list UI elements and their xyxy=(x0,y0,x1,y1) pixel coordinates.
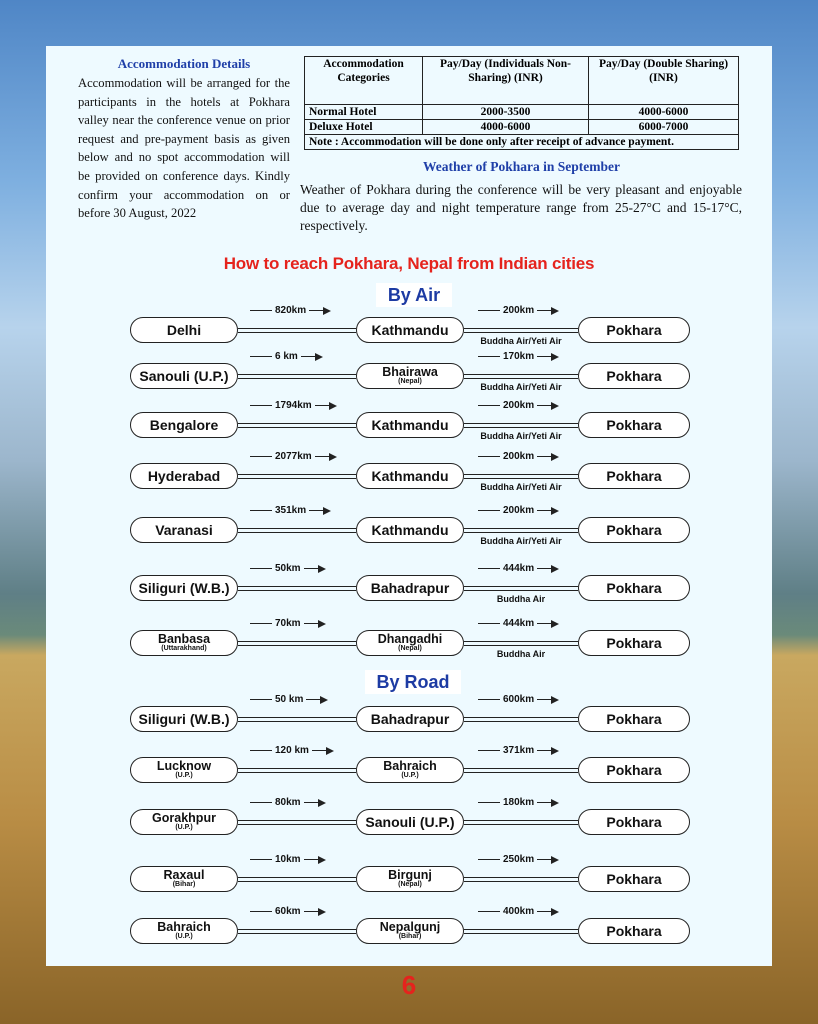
route-row xyxy=(130,351,690,392)
connector-line xyxy=(464,820,578,825)
table-cell: Normal Hotel xyxy=(305,105,423,120)
via-name: Sanouli (U.P.) xyxy=(365,813,455,830)
origin-name: Lucknow xyxy=(156,759,212,773)
route-row xyxy=(130,305,690,346)
via-region: (U.P.) xyxy=(401,772,419,779)
arrow-right-icon xyxy=(551,402,559,410)
distance-leg2 xyxy=(478,351,559,362)
origin-name: Delhi xyxy=(166,321,202,338)
connector-line xyxy=(238,820,356,825)
distance-leg2 xyxy=(478,906,559,917)
distance-leg2 xyxy=(478,745,559,756)
connector-line xyxy=(464,586,578,591)
arrow-right-icon xyxy=(318,856,326,864)
route-row xyxy=(130,563,690,604)
distance-leg1 xyxy=(250,563,326,574)
origin-name: Hyderabad xyxy=(147,467,221,484)
destination-name: Pokhara xyxy=(606,710,662,727)
table-header: Pay/Day (Individuals Non-Sharing) (INR) xyxy=(423,57,589,105)
via-name: Bahadrapur xyxy=(370,579,450,596)
origin-city xyxy=(130,317,238,343)
distance-value: 2077km xyxy=(275,451,312,462)
distance-value: 80km xyxy=(275,797,301,808)
arrow-right-icon xyxy=(329,453,337,461)
page-number: 6 xyxy=(401,970,417,1000)
distance-value: 444km xyxy=(503,618,535,629)
route-row xyxy=(130,505,690,546)
destination-city xyxy=(578,630,690,656)
carrier-label: Buddha Air xyxy=(496,594,546,604)
via-region: (Nepal) xyxy=(398,378,422,385)
origin-city xyxy=(130,463,238,489)
origin-name: Banbasa xyxy=(157,632,211,646)
distance-leg2 xyxy=(478,854,559,865)
arrow-right-icon xyxy=(551,353,559,361)
via-city xyxy=(356,706,464,732)
origin-name: Raxaul xyxy=(163,868,205,882)
distance-value: 200km xyxy=(503,451,535,462)
via-name: Kathmandu xyxy=(371,321,449,338)
carrier-label: Buddha Air xyxy=(496,649,546,659)
connector-line xyxy=(238,641,356,646)
destination-city xyxy=(578,463,690,489)
arrow-right-icon xyxy=(551,856,559,864)
origin-city xyxy=(130,630,238,656)
connector-line xyxy=(238,423,356,428)
via-name: Kathmandu xyxy=(371,521,449,538)
via-city xyxy=(356,463,464,489)
table-note-row xyxy=(305,135,739,150)
destination-city xyxy=(578,809,690,835)
origin-city xyxy=(130,809,238,835)
destination-name: Pokhara xyxy=(606,416,662,433)
origin-name: Sanouli (U.P.) xyxy=(139,367,229,384)
arrow-right-icon xyxy=(551,307,559,315)
distance-leg1 xyxy=(250,451,337,462)
distance-leg2 xyxy=(478,694,559,705)
by-air-label: By Air xyxy=(376,283,452,307)
distance-value: 371km xyxy=(503,745,535,756)
distance-value: 50 km xyxy=(275,694,304,705)
distance-leg2 xyxy=(478,305,559,316)
destination-name: Pokhara xyxy=(606,367,662,384)
origin-city xyxy=(130,918,238,944)
distance-leg2 xyxy=(478,618,559,629)
destination-city xyxy=(578,866,690,892)
connector-line xyxy=(238,528,356,533)
arrow-right-icon xyxy=(315,353,323,361)
via-name: Bhairawa xyxy=(382,365,438,379)
reach-title: How to reach Pokhara, Nepal from Indian cities xyxy=(223,254,595,273)
via-region: (Nepal) xyxy=(398,645,422,652)
connector-line xyxy=(464,717,578,722)
weather-text: Weather of Pokhara during the conference will be very pleasant and enjoyable due to average day and night temperature range from 25-27°C and 15-17°C, respectively. xyxy=(300,182,742,233)
route-row xyxy=(130,451,690,492)
origin-name: Siliguri (W.B.) xyxy=(138,710,230,727)
distance-leg1 xyxy=(250,854,326,865)
distance-leg2 xyxy=(478,400,559,411)
carrier-label: Buddha Air/Yeti Air xyxy=(480,431,562,441)
origin-name: Bengalore xyxy=(149,416,219,433)
via-name: Bahraich xyxy=(383,759,437,773)
distance-value: 6 km xyxy=(275,351,298,362)
via-city xyxy=(356,809,464,835)
route-row xyxy=(130,618,690,659)
origin-region: (U.P.) xyxy=(175,824,193,831)
accommodation-body: Accommodation will be arranged for the participants in the hotels at Pokhara valley near the conference venue on prior request and pre-payment basis as given below and no spot accommodation will be provided on conference days. Kindly confirm your accommodation on or before 30 August, 2022 xyxy=(78,76,290,221)
table-header: Pay/Day (Double Sharing) (INR) xyxy=(589,57,739,105)
distance-value: 600km xyxy=(503,694,535,705)
distance-value: 200km xyxy=(503,505,535,516)
distance-leg1 xyxy=(250,797,326,808)
route-row xyxy=(130,906,690,946)
via-city xyxy=(356,630,464,656)
destination-city xyxy=(578,517,690,543)
via-city xyxy=(356,317,464,343)
connector-line xyxy=(238,717,356,722)
table-cell: 6000-7000 xyxy=(589,120,739,135)
via-name: Nepalgunj xyxy=(379,920,441,934)
route-row xyxy=(130,797,690,837)
via-name: Birgunj xyxy=(388,868,432,882)
table-cell: 2000-3500 xyxy=(423,105,589,120)
connector-line xyxy=(238,474,356,479)
distance-value: 180km xyxy=(503,797,535,808)
connector-line xyxy=(464,929,578,934)
distance-leg2 xyxy=(478,797,559,808)
route-row xyxy=(130,854,690,894)
via-city xyxy=(356,918,464,944)
arrow-right-icon xyxy=(551,747,559,755)
destination-city xyxy=(578,363,690,389)
via-name: Kathmandu xyxy=(371,416,449,433)
origin-city xyxy=(130,412,238,438)
distance-leg1 xyxy=(250,694,328,705)
connector-line xyxy=(464,474,578,479)
destination-name: Pokhara xyxy=(606,870,662,887)
connector-line xyxy=(238,768,356,773)
arrow-right-icon xyxy=(551,696,559,704)
distance-value: 400km xyxy=(503,906,535,917)
table-header: Accommodation Categories xyxy=(305,57,423,105)
via-city xyxy=(356,363,464,389)
connector-line xyxy=(238,877,356,882)
destination-city xyxy=(578,918,690,944)
via-name: Bahadrapur xyxy=(370,710,450,727)
distance-leg1 xyxy=(250,745,334,756)
origin-name: Varanasi xyxy=(155,521,213,538)
via-city xyxy=(356,757,464,783)
distance-value: 250km xyxy=(503,854,535,865)
table-header-row xyxy=(305,57,739,105)
arrow-right-icon xyxy=(329,402,337,410)
distance-value: 50km xyxy=(275,563,301,574)
distance-leg1 xyxy=(250,618,326,629)
accommodation-section xyxy=(78,56,290,223)
arrow-right-icon xyxy=(551,507,559,515)
arrow-right-icon xyxy=(318,620,326,628)
distance-value: 820km xyxy=(275,305,307,316)
route-row xyxy=(130,694,690,734)
distance-leg1 xyxy=(250,906,326,917)
table-note: Note : Accommodation will be done only after receipt of advance payment. xyxy=(305,135,739,150)
via-city xyxy=(356,412,464,438)
connector-line xyxy=(238,586,356,591)
origin-name: Siliguri (W.B.) xyxy=(138,579,230,596)
destination-name: Pokhara xyxy=(606,321,662,338)
distance-value: 70km xyxy=(275,618,301,629)
distance-value: 120 km xyxy=(275,745,309,756)
distance-value: 1794km xyxy=(275,400,312,411)
destination-city xyxy=(578,706,690,732)
distance-leg2 xyxy=(478,505,559,516)
connector-line xyxy=(238,929,356,934)
destination-name: Pokhara xyxy=(606,761,662,778)
arrow-right-icon xyxy=(551,453,559,461)
distance-leg1 xyxy=(250,505,331,516)
table-cell: Deluxe Hotel xyxy=(305,120,423,135)
table-row xyxy=(305,120,739,135)
origin-name: Gorakhpur xyxy=(152,811,216,825)
origin-city xyxy=(130,363,238,389)
carrier-label: Buddha Air/Yeti Air xyxy=(480,382,562,392)
origin-city xyxy=(130,866,238,892)
distance-value: 170km xyxy=(503,351,535,362)
origin-region: (U.P.) xyxy=(175,772,193,779)
origin-region: (Bihar) xyxy=(172,881,196,888)
distance-leg1 xyxy=(250,305,331,316)
distance-leg1 xyxy=(250,400,337,411)
carrier-label: Buddha Air/Yeti Air xyxy=(480,336,562,346)
connector-line xyxy=(464,768,578,773)
distance-value: 10km xyxy=(275,854,301,865)
connector-line xyxy=(464,641,578,646)
table-row xyxy=(305,105,739,120)
distance-value: 200km xyxy=(503,305,535,316)
accommodation-table xyxy=(304,56,739,150)
origin-city xyxy=(130,575,238,601)
distance-value: 60km xyxy=(275,906,301,917)
origin-city xyxy=(130,706,238,732)
origin-region: (Uttarakhand) xyxy=(161,645,207,652)
connector-line xyxy=(464,328,578,333)
accommodation-title: Accommodation Details xyxy=(117,56,251,71)
connector-line xyxy=(238,328,356,333)
arrow-right-icon xyxy=(318,565,326,573)
arrow-right-icon xyxy=(326,747,334,755)
destination-name: Pokhara xyxy=(606,813,662,830)
arrow-right-icon xyxy=(323,507,331,515)
origin-name: Bahraich xyxy=(157,920,211,934)
arrow-right-icon xyxy=(323,307,331,315)
route-row xyxy=(130,745,690,785)
via-city xyxy=(356,866,464,892)
distance-leg1 xyxy=(250,351,323,362)
table-cell: 4000-6000 xyxy=(423,120,589,135)
carrier-label: Buddha Air/Yeti Air xyxy=(480,536,562,546)
origin-city xyxy=(130,757,238,783)
via-region: (Bihar) xyxy=(398,933,422,940)
arrow-right-icon xyxy=(551,799,559,807)
destination-name: Pokhara xyxy=(606,467,662,484)
destination-name: Pokhara xyxy=(606,922,662,939)
content-panel xyxy=(46,46,772,966)
via-city xyxy=(356,575,464,601)
destination-name: Pokhara xyxy=(606,521,662,538)
via-name: Dhangadhi xyxy=(377,632,443,646)
route-row xyxy=(130,400,690,441)
distance-value: 351km xyxy=(275,505,307,516)
arrow-right-icon xyxy=(318,799,326,807)
arrow-right-icon xyxy=(551,565,559,573)
arrow-right-icon xyxy=(551,620,559,628)
weather-title: Weather of Pokhara in September xyxy=(423,159,620,174)
arrow-right-icon xyxy=(320,696,328,704)
distance-leg2 xyxy=(478,451,559,462)
by-road-label: By Road xyxy=(365,670,461,694)
connector-line xyxy=(464,374,578,379)
destination-city xyxy=(578,317,690,343)
connector-line xyxy=(464,423,578,428)
distance-leg2 xyxy=(478,563,559,574)
destination-city xyxy=(578,412,690,438)
carrier-label: Buddha Air/Yeti Air xyxy=(480,482,562,492)
connector-line xyxy=(238,374,356,379)
distance-value: 200km xyxy=(503,400,535,411)
weather-body xyxy=(300,181,742,235)
destination-city xyxy=(578,575,690,601)
arrow-right-icon xyxy=(551,908,559,916)
connector-line xyxy=(464,528,578,533)
distance-value: 444km xyxy=(503,563,535,574)
connector-line xyxy=(464,877,578,882)
destination-city xyxy=(578,757,690,783)
arrow-right-icon xyxy=(318,908,326,916)
via-city xyxy=(356,517,464,543)
via-name: Kathmandu xyxy=(371,467,449,484)
destination-name: Pokhara xyxy=(606,579,662,596)
origin-region: (U.P.) xyxy=(175,933,193,940)
destination-name: Pokhara xyxy=(606,634,662,651)
origin-city xyxy=(130,517,238,543)
table-cell: 4000-6000 xyxy=(589,105,739,120)
via-region: (Nepal) xyxy=(398,881,422,888)
